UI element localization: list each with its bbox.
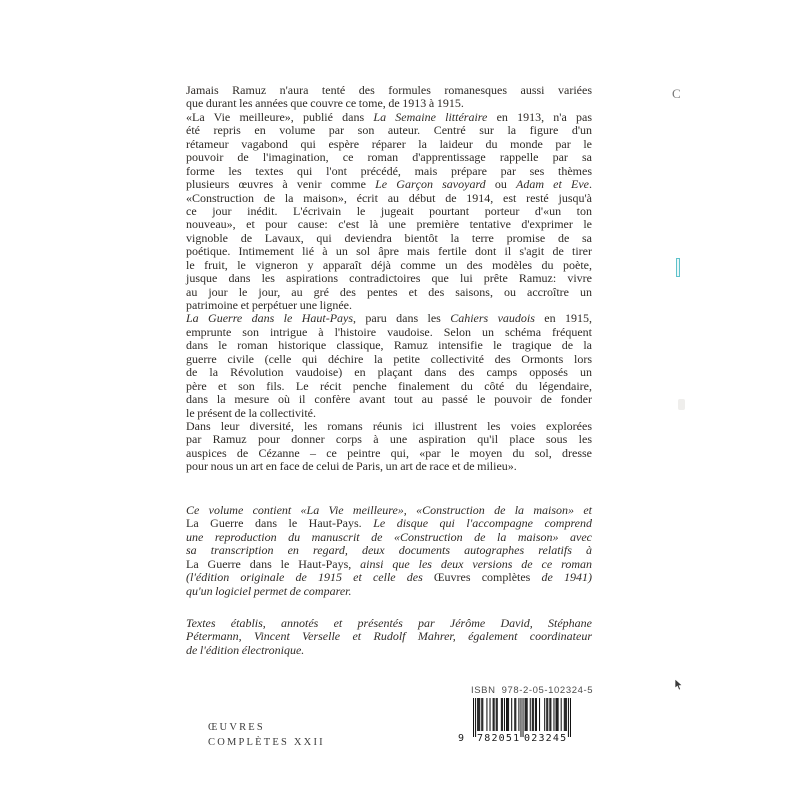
mouse-cursor-icon xyxy=(674,679,684,691)
isbn-label: ISBN xyxy=(471,685,496,696)
text-line: jusque dans les aspirations contradictoires que lui prête Ramuz: vivre xyxy=(186,271,592,286)
text-line: poétique. Intimement lié à un sol âpre mais fertile dont il s'agit de tirer xyxy=(186,244,592,259)
text-line: La Guerre dans le Haut-Pays. Le disque qui l'accompagne comprend xyxy=(186,516,592,531)
text-line: Textes établis, annotés et présentés par Jérôme David, Stéphane xyxy=(186,616,592,630)
text-line: guerre civile (celle qui déchire la petite collectivité des Ormonts lors xyxy=(186,351,592,366)
text-line: Pétermann, Vincent Verselle et Rudolf Mahrer, également coordinateur xyxy=(186,629,592,644)
barcode-digit-lead: 9 xyxy=(458,733,466,744)
text-line: sa transcription en regard, deux documents autographes relatifs à xyxy=(186,543,592,558)
text-line: père et son fils. Le récit penche finalement du côté du légendaire, xyxy=(186,378,592,393)
text-line: par Ramuz pour donner corps à une aspiration qu'il place sous les xyxy=(186,432,592,447)
text-line: La Guerre dans le Haut-Pays, paru dans les Cahiers vaudois en 1915, xyxy=(186,311,592,326)
barcode-digits-right: 023245 xyxy=(524,733,568,744)
text-line: de l'édition électronique. xyxy=(186,642,305,657)
text-line: «La Vie meilleure», publié dans La Semaine littéraire en 1913, n'a pas xyxy=(186,109,592,124)
text-line: le fruit, le vigneron y apparaît déjà comme un des modèles du poète, xyxy=(186,257,592,272)
barcode-bars xyxy=(473,698,571,738)
text-line: dans la mesure où il confère avant tout au passé le pouvoir de fonder xyxy=(186,392,592,407)
text-line: Ce volume contient «La Vie meilleure», «Construction de la maison» et xyxy=(186,503,592,517)
faint-print-artifact xyxy=(678,399,685,410)
barcode-digits-left: 782051 xyxy=(477,733,521,744)
text-line: vignoble de Lavaux, qui deviendra bientôt la terre promise de sa xyxy=(186,230,592,245)
synopsis-text xyxy=(186,84,592,474)
text-line: été repris en volume par son auteur. Centré sur la figure d'un xyxy=(186,123,592,138)
isbn-number: 978-2-05-102324-5 xyxy=(501,685,594,696)
text-line: de la Révolution vaudoise) en plaçant dans des camps opposés un xyxy=(186,365,592,380)
text-line: «Construction de la maison», écrit au début de 1914, est resté jusqu'à xyxy=(186,190,592,205)
volume-contents-text xyxy=(186,504,592,598)
cyan-registration-mark xyxy=(676,258,680,277)
text-line: ce jour inédit. L'écrivain le jugeait pourtant porteur d'«un ton xyxy=(186,203,592,218)
text-line: que durant les années que couvre ce tome, de 1913 à 1915. xyxy=(186,96,464,111)
text-line: pour nous un art en face de celui de Paris, un art de race et de milieu». xyxy=(186,459,517,474)
corner-mark: C xyxy=(672,86,681,101)
text-line: nouveau», et pour cause: c'est là une première tentative d'exprimer le xyxy=(186,217,592,232)
collection-volume: COMPLÈTES XXII xyxy=(208,737,325,748)
text-line: rétameur vagabond qui espère réparer la laideur du monde par le xyxy=(186,136,592,151)
isbn-text xyxy=(471,685,593,696)
text-line: qu'un logiciel permet de comparer. xyxy=(186,583,352,598)
text-line: le présent de la collectivité. xyxy=(186,405,317,420)
text-line: (l'édition originale de 1915 et celle des Œuvres complètes de 1941) xyxy=(186,570,592,585)
collection-imprint xyxy=(208,720,325,750)
text-line: une reproduction du manuscrit de «Construction de la maison» avec xyxy=(186,529,592,544)
text-line: patrimoine et perpétuer une lignée. xyxy=(186,298,352,312)
text-line: pouvoir de l'imagination, ce roman d'apprentissage rappelle par sa xyxy=(186,150,592,165)
collection-title: ŒUVRES xyxy=(208,722,265,733)
text-line: Jamais Ramuz n'aura tenté des formules romanesques aussi variées xyxy=(186,83,592,97)
editors-text xyxy=(186,617,592,657)
text-line: Dans leur diversité, les romans réunis ici illustrent les voies explorées xyxy=(186,418,592,433)
text-line: La Guerre dans le Haut-Pays, ainsi que les deux versions de ce roman xyxy=(186,556,592,571)
text-line: au jour le jour, au gré des pentes et des saisons, ou accroître un xyxy=(186,284,592,299)
text-line: auspices de Cézanne – ce peintre qui, «par le moyen du sol, dresse xyxy=(186,445,592,460)
text-line: emprunte son intrigue à l'histoire vaudoise. Selon un schéma fréquent xyxy=(186,324,592,339)
isbn-barcode xyxy=(458,685,594,751)
text-line: forme les textes qui l'ont précédé, mais prépare par ses thèmes xyxy=(186,163,592,178)
text-line: plusieurs œuvres à venir comme Le Garçon savoyard ou Adam et Eve. xyxy=(186,177,592,192)
text-line: dans le roman historique classique, Ramuz intensifie le tragique de la xyxy=(186,338,592,353)
